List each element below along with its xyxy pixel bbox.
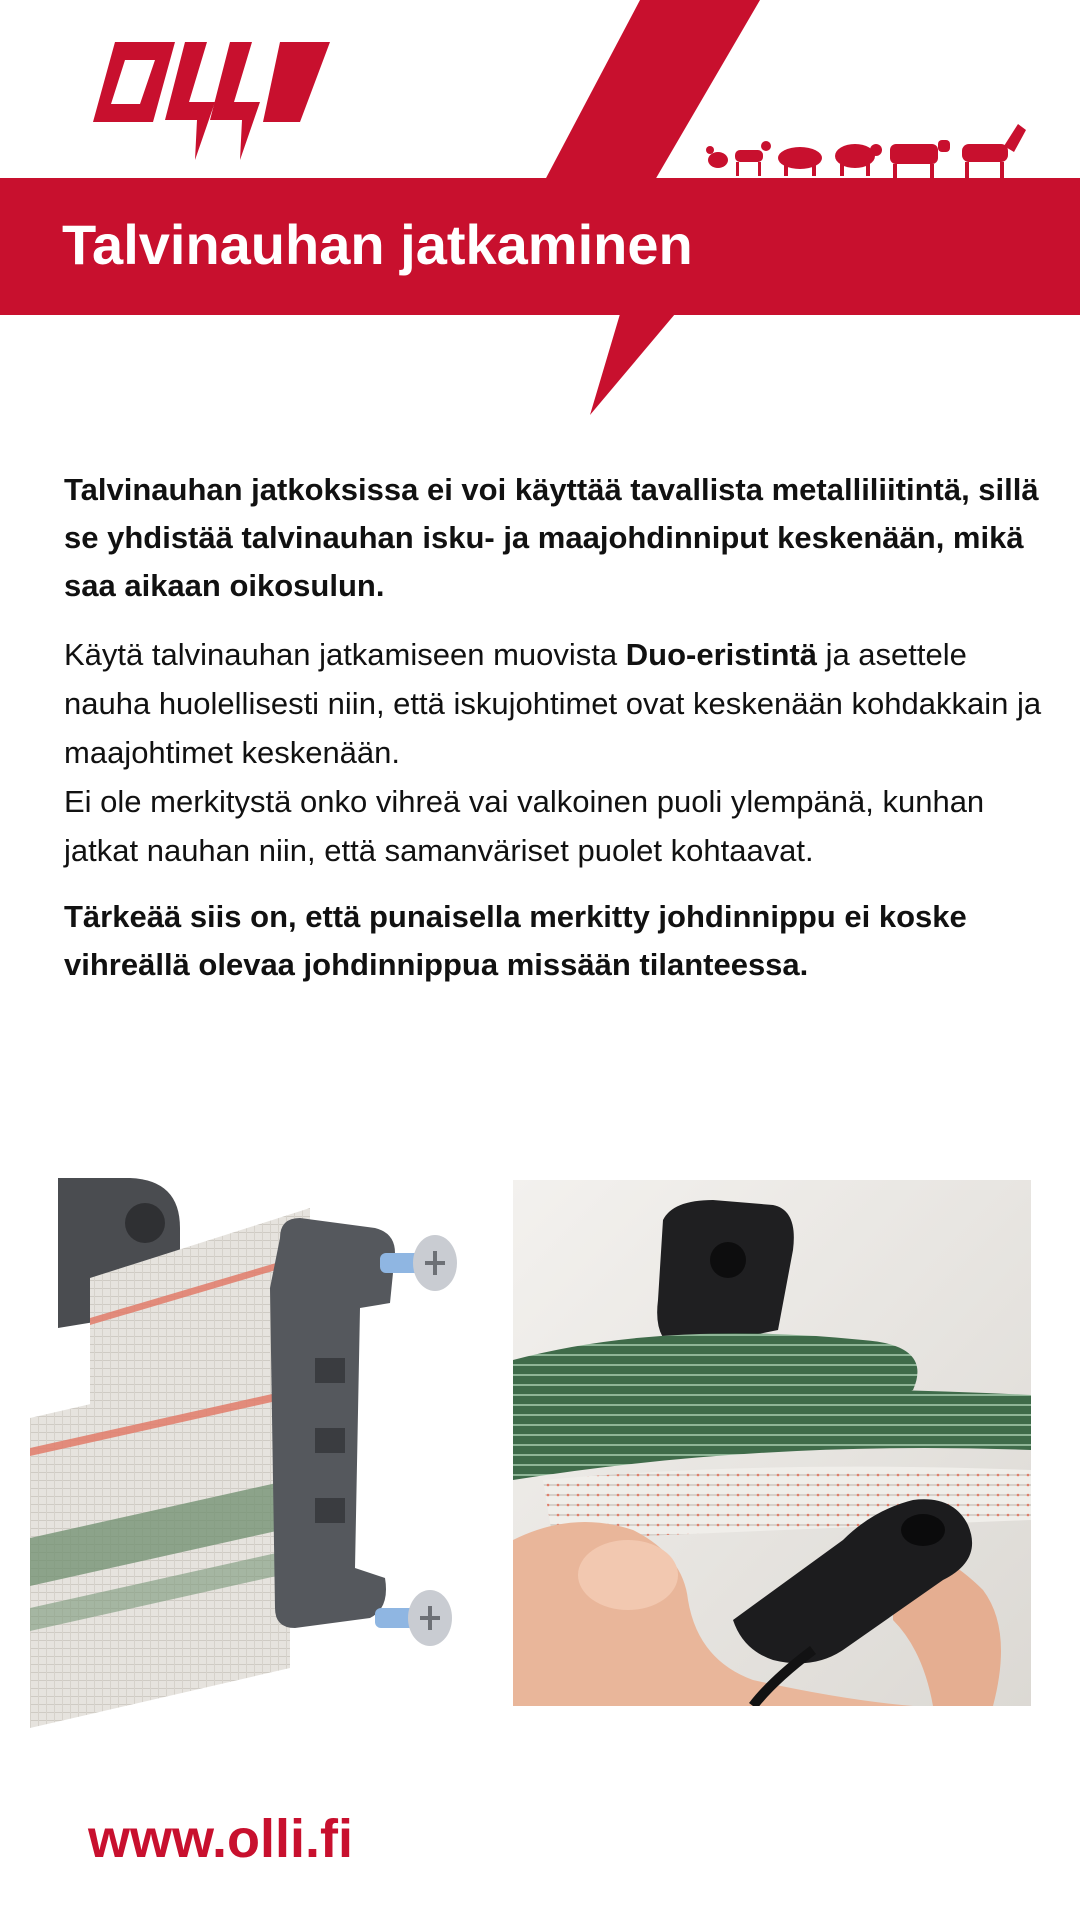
instruction-paragraph: [64, 630, 1044, 875]
olli-logo: [85, 32, 335, 162]
duo-insulator-illustration: [30, 1168, 490, 1728]
article-body: [64, 466, 1044, 1009]
lightning-bolt-lower: [590, 314, 675, 415]
farm-animals-icon: [700, 120, 1030, 180]
intro-paragraph: Talvinauhan jatkoksissa ei voi käyttää tavallista metalliliitintä, sillä se yhdistää talvinauhan isku- ja maajohdinniput keskenään, mikä saa aikaan oikosulun.: [64, 472, 1039, 603]
note-text: Ei ole merkitystä onko vihreä vai valkoinen puoli ylempänä, kunhan jatkat nauhan niin, että samanväriset puolet kohtaavat.: [64, 784, 985, 868]
duo-insulator-photo: [513, 1180, 1031, 1706]
instruction-text-1: Käytä talvinauhan jatkamiseen muovista: [64, 637, 626, 672]
instruction-text-2: ja asettele nauha huolellisesti niin, että iskujohtimet ovat keskenään kohdakkain ja maajohtimet keskenään.: [64, 637, 1042, 770]
duo-insulator-highlight: Duo-eristintä: [625, 637, 817, 672]
emphasis-paragraph: Tärkeää siis on, että punaisella merkitty johdinnippu ei koske vihreällä olevaa johdinnippua missään tilanteessa.: [64, 899, 967, 982]
page-title: Talvinauhan jatkaminen: [62, 213, 693, 276]
footer-url-link[interactable]: www.olli.fi: [88, 1809, 353, 1869]
